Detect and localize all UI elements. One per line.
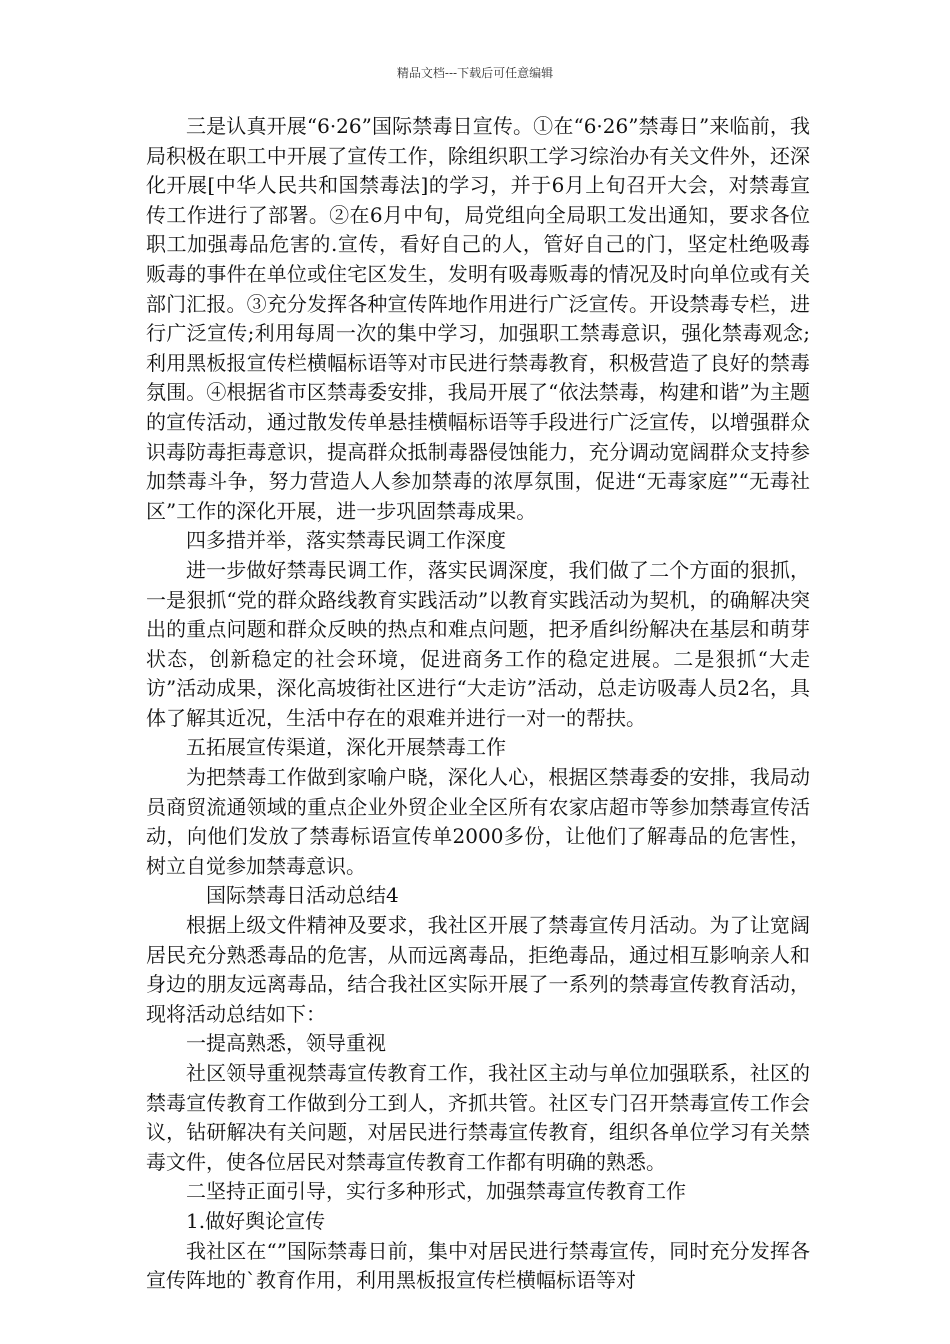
paragraph: 我社区在“”国际禁毒日前，集中对居民进行禁毒宣传，同时充分发挥各宣传阵地的`教育作用，利用黑板报宣传栏横幅标语等对 (146, 1238, 810, 1293)
article-title: 国际禁毒日活动总结4 (206, 883, 399, 908)
paragraph: 社区领导重视禁毒宣传教育工作，我社区主动与单位加强联系，社区的禁毒宣传教育工作做到分工到人，齐抓共管。社区专门召开禁毒宣传工作会议，钻研解决有关问题，对居民进行禁毒宣传教育，组织各单位学习有关禁毒文件，使各位居民对禁毒宣传教育工作都有明确的熟悉。 (146, 1061, 810, 1174)
paragraph: 三是认真开展“6·26”国际禁毒日宣传。①在“6·26”禁毒日”来临前，我局积极在职工中开展了宣传工作，除组织职工学习综治办有关文件外，还深化开展[中华人民共和国禁毒法]的学习，并于6月上旬召开大会，对禁毒宣传工作进行了部署。②在6月中旬，局党组向全局职工发出通知，要求各位职工加强毒品危害的.宣传，看好自己的人，管好自己的门，坚定杜绝吸毒贩毒的事件在单位或住宅区发生，发明有吸毒贩毒的情况及时向单位或有关部门汇报。③充分发挥各种宣传阵地作用进行广泛宣传。开设禁毒专栏，进行广泛宣传;利用每周一次的集中学习，加强职工禁毒意识，强化禁毒观念;利用黑板报宣传栏横幅标语等对市民进行禁毒教育，积极营造了良好的禁毒氛围。④根据省市区禁毒委安排，我局开展了“依法禁毒，构建和谐”为主题的宣传活动，通过散发传单悬挂横幅标语等手段进行广泛宣传，以增强群众识毒防毒拒毒意识，提高群众抵制毒器侵蚀能力，充分调动宽阔群众支持参加禁毒斗争，努力营造人人参加禁毒的浓厚氛围，促进“无毒家庭”“无毒社区”工作的深化开展，进一步巩固禁毒成果。 (146, 114, 810, 523)
page-header: 精品文档---下载后可任意编辑 (396, 66, 554, 80)
section-heading: 五拓展宣传渠道，深化开展禁毒工作 (186, 735, 506, 760)
section-heading: 四多措并举，落实禁毒民调工作深度 (186, 528, 506, 553)
document-body (146, 112, 810, 1296)
sub-heading: 1.做好舆论宣传 (186, 1208, 326, 1233)
paragraph: 根据上级文件精神及要求，我社区开展了禁毒宣传月活动。为了让宽阔居民充分熟悉毒品的危害，从而远离毒品，拒绝毒品，通过相互影响亲人和身边的朋友远离毒品，结合我社区实际开展了一系列的禁毒宣传教育活动，现将活动总结如下： (146, 913, 810, 1026)
section-heading: 一提高熟悉，领导重视 (186, 1031, 386, 1056)
section-heading: 二坚持正面引导，实行多种形式，加强禁毒宣传教育工作 (186, 1179, 686, 1204)
paragraph: 为把禁毒工作做到家喻户晓，深化人心，根据区禁毒委的安排，我局动员商贸流通领域的重点企业外贸企业全区所有农家店超市等参加禁毒宣传活动，向他们发放了禁毒标语宣传单2000多份，让他们了解毒品的危害性，树立自觉参加禁毒意识。 (146, 765, 810, 878)
paragraph: 进一步做好禁毒民调工作，落实民调深度，我们做了二个方面的狠抓，一是狠抓“党的群众路线教育实践活动”以教育实践活动为契机，的确解决突出的重点问题和群众反映的热点和难点问题，把矛盾纠纷解决在基层和萌芽状态，创新稳定的社会环境，促进商务工作的稳定进展。二是狠抓“大走访”活动成果，深化高坡街社区进行“大走访”活动，总走访吸毒人员2名，具体了解其近况，生活中存在的艰难并进行一对一的帮扶。 (146, 557, 810, 730)
